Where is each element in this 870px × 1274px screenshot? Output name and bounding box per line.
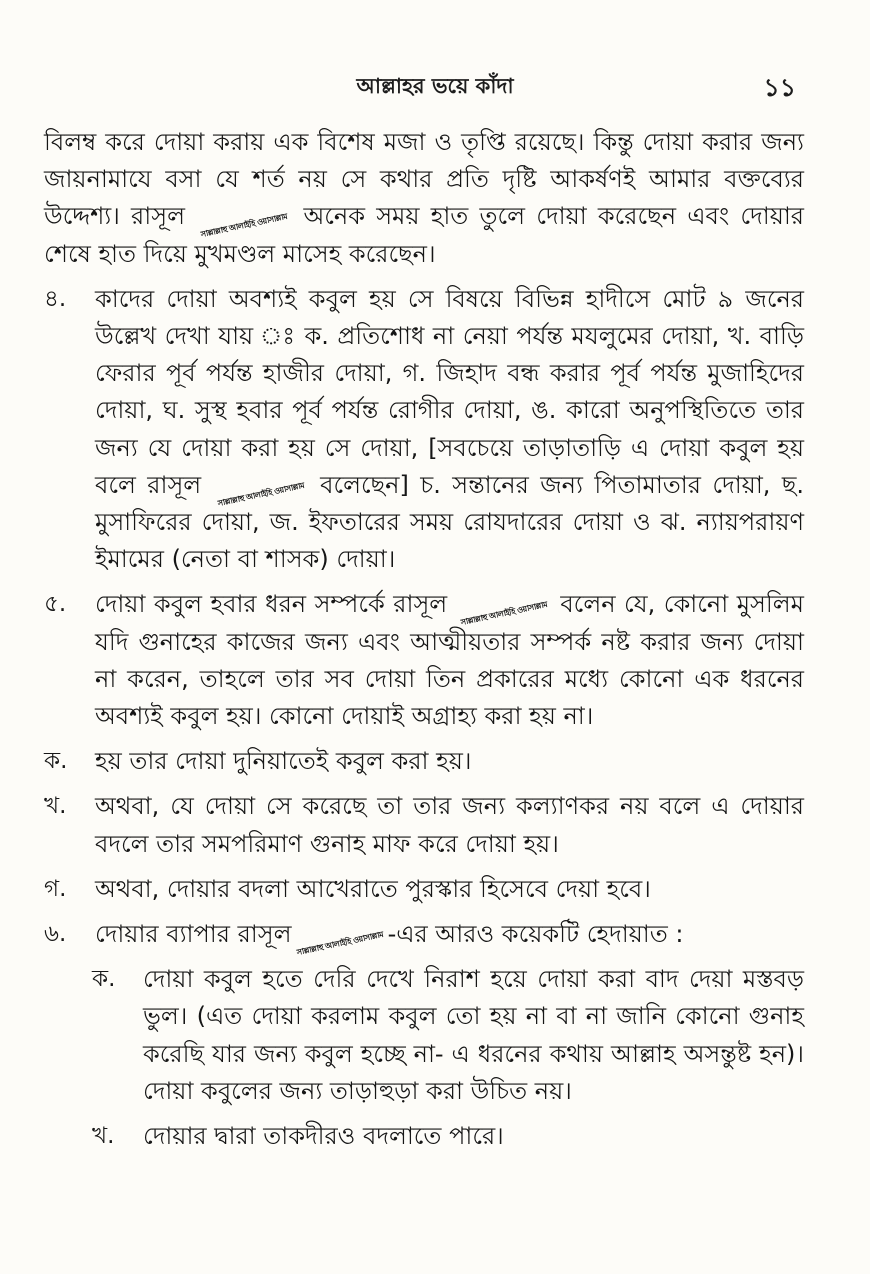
sub-item-text: দোয়া কবুল হতে দেরি দেখে নিরাশ হয়ে দোয়া করা বাদ দেয়া মস্তবড় ভুল। (এত দোয়া করলাম কবুল তো হয় না বা না জানি কোনো গুনাহ করেছি যার জন্য কবুল হচ্ছে না- এ ধরনের কথায় আল্লাহ অসন্তুষ্ট হন)। দোয়া কবুলের জন্য তাড়াহুড়া করা উচিত নয়। [143, 965, 804, 1105]
point-5-marker: ৫. [44, 591, 67, 618]
sub-item-text: অথবা, দোয়ার বদলা আখেরাতে পুরস্কার হিসেবে দেয়া হবে। [95, 874, 651, 903]
intro-text-1: বিলম্ব করে দোয়া করায় এক বিশেষ মজা ও তৃপ্তি রয়েছে। কিন্তু দোয়া করার জন্য জায়নামাযে বসা যে শর্ত নয় সে কথার প্রতি দৃষ্টি আকর্ষণই আমার বক্তব্যের উদ্দেশ্য। রাসূল [44, 128, 804, 231]
point-6-text: দোয়ার ব্যাপার রাসূল সাল্লাল্লাহু আলাইহি ওয়াসাল্লাম -এর আরও কয়েকটি হেদায়াত : [95, 920, 684, 958]
intro-text-2: অনেক সময় হাত তুলে দোয়া করেছেন এবং দোয়ার শেষে হাত দিয়ে মুখমণ্ডল মাসেহ করেছেন। [44, 202, 804, 268]
salutation-seal: সাল্লাল্লাহু আলাইহি ওয়াসাল্লাম [200, 212, 289, 240]
point-4-text: কাদের দোয়া অবশ্যই কবুল হয় সে বিষয়ে বিভিন্ন হাদীসে মোট ৯ জনের উল্লেখ দেখা যায় ঃ ক. প্রতিশোধ না নেয়া পর্যন্ত মযলুমের দোয়া, খ. বাড়ি ফেরার পূর্ব পর্যন্ত হাজীর দোয়া, গ. জিহাদ বন্ধ করার পূর্ব পর্যন্ত মুজাহিদের দোয়া, ঘ. সুস্থ হবার পূর্ব পর্যন্ত রোগীর দোয়া, ঙ. কারো অনুপস্থিতিতে তার জন্য যে দোয়া করা হয় সে দোয়া, [সবচেয়ে তাড়াতাড়ি এ দোয়া কবুল হয় বলে রাসূল সাল্লাল্লাহু আলাইহি ওয়াসাল্লাম বলেছেন] চ. সন্তানের জন্য পিতামাতার দোয়া, ছ. মুসাফিরের দোয়া, জ. ইফতারের সময় রোযদারের দোয়া ও ঝ. ন্যায়পরায়ণ ইমামের (নেতা বা শাসক) দোয়া। [95, 284, 804, 574]
sub-item-5-ga [44, 871, 804, 908]
page-header [0, 70, 870, 106]
sub-item-5-kha [44, 788, 804, 862]
intro-paragraph [44, 124, 804, 273]
running-title: আল্লাহর ভয়ে কাঁদা [356, 74, 514, 98]
sub-item-marker: ক. [92, 966, 116, 993]
sub-item-6-ka [92, 961, 804, 1110]
page-number: ১১ [763, 73, 796, 102]
sub-item-5-ka [44, 743, 804, 780]
point-5-text: দোয়া কবুল হবার ধরন সম্পর্কে রাসূল সাল্লাল্লাহু আলাইহি ওয়াসাল্লাম বলেন যে, কোনো মুসলিম যদি গুনাহের কাজের জন্য এবং আত্মীয়তার সম্পর্ক নষ্ট করার জন্য দোয়া না করেন, তাহলে তার সব দোয়া তিন প্রকারের মধ্যে কোনো এক ধরনের অবশ্যই কবুল হয়। কোনো দোয়াই অগ্রাহ্য করা হয় না। [95, 590, 804, 731]
sub-item-marker: খ. [92, 1123, 115, 1150]
sub-item-marker: গ. [44, 875, 67, 902]
salutation-seal: সাল্লাল্লাহু আলাইহি ওয়াসাল্লাম [295, 930, 384, 958]
sub-item-marker: ক. [44, 748, 68, 775]
salutation-seal: সাল্লাল্লাহু আলাইহি ওয়াসাল্লাম [216, 480, 305, 508]
sub-item-text: দোয়ার দ্বারা তাকদীরও বদলাতে পারে। [143, 1122, 504, 1151]
point-6 [44, 916, 804, 958]
body-text [44, 124, 804, 1163]
salutation-seal: সাল্লাল্লাহু আলাইহি ওয়াসাল্লাম [459, 600, 548, 628]
sub-item-text: হয় তার দোয়া দুনিয়াতেই কবুল করা হয়। [95, 747, 472, 776]
sub-item-text: অথবা, যে দোয়া সে করেছে তা তার জন্য কল্যাণকর নয় বলে এ দোয়ার বদলে তার সমপরিমাণ গুনাহ মাফ করে দোয়া হয়। [95, 792, 804, 858]
point-6-marker: ৬. [44, 921, 67, 948]
point-4-marker: ৪. [44, 285, 67, 312]
point-4 [44, 281, 804, 579]
point-5 [44, 586, 804, 735]
sub-item-marker: খ. [44, 793, 67, 820]
sub-item-6-kha [92, 1118, 804, 1155]
